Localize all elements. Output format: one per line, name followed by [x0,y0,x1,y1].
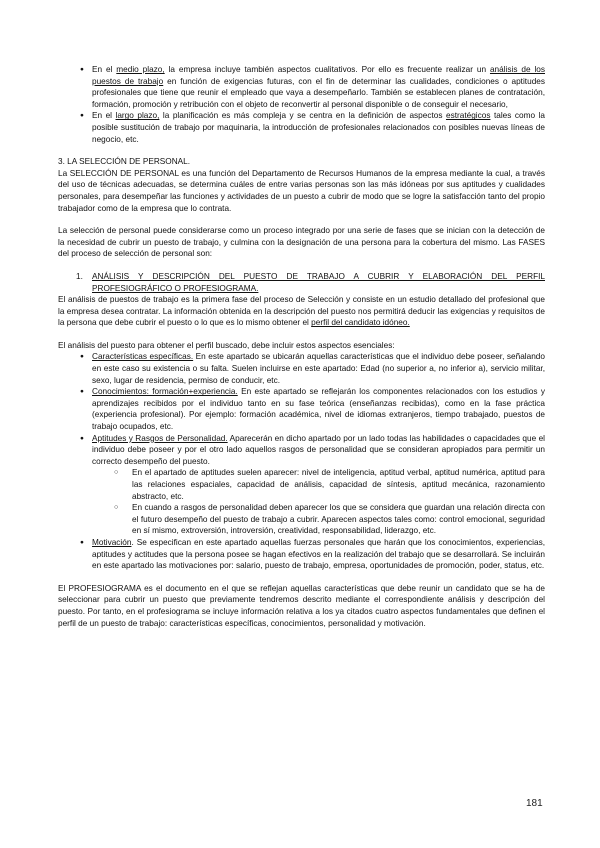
phase-1-heading [58,271,545,294]
bullet-medio-plazo [58,64,545,110]
aspect-term: Conocimientos: formación+experiencia. [92,387,238,397]
aspect-term: Motivación [92,537,132,547]
paragraph-text: El análisis de puestos de trabajo es la primera fase del proceso de Selección y consiste en un estudio detallado del profesional que la empresa desea contratar. La información obtenida en la descripción del puesto nos permitirá deducir las exigencias y requisitos de la persona que debe cubrir el puesto o lo que es lo mismo obtener el [58,295,545,328]
page-number: 181 [526,798,543,809]
aspect-caracteristicas [58,351,545,386]
aspect-text: . Se especifican en este apartado aquellas fuerzas personales que harán que los conocimientos, experiencias, aptitudes y actitudes que la persona posee se hagan efectivos en la realización del trabajo que se desarrollará. Se incluirán en este apartado las motivaciones por: salario, puesto de trabajo, empresa, oportunidades de promoción, poder, status, etc. [92,537,545,571]
bullet-text: En el [92,65,117,74]
bullet-largo-plazo [58,110,545,145]
paragraph-fases: La selección de personal puede considerarse como un proceso integrado por una serie de fases que se inician con la detección de la necesidad de cubrir un puesto de trabajo, y culmina con la designación de una persona para la cobertura del mismo. Las FASES del proceso de selección de personal son: [58,226,545,259]
bullet-text: en función de exigencias futuras, con el fin de determinar las cualidades, condiciones o aptitudes profesionales que tiene que reunir el empleado que vaya a desempeñarlo. También se establecen planes de contratación, formación, promoción y retribución con el objeto de reconvertir al personal disponible o de conseguir el necesario, [92,76,545,109]
section-heading: 3. LA SELECCIÓN DE PERSONAL. [58,157,191,167]
intro-bullet-list [58,64,545,145]
bullet-text: la planificación es más compleja y se centra en la definición de aspectos [159,111,446,121]
paragraph-aspectos: El análisis del puesto para obtener el perfil buscado, debe incluir estos aspectos esenciales: [58,340,395,350]
underlined-term: largo plazo, [115,111,160,121]
aspect-term: Aptitudes y Rasgos de Personalidad. [92,433,228,443]
bullet-text: la empresa incluye también aspectos cualitativos. Por ello es frecuente realizar un [164,65,490,74]
aspect-motivacion [58,537,545,572]
underlined-term: análisis de los puestos de trabajo [92,65,545,86]
aspect-conocimientos [58,386,545,432]
phase-title: ANÁLISIS Y DESCRIPCIÓN DEL PUESTO DE TRABAJO A CUBRIR Y ELABORACIÓN DEL PERFIL PROFESIOGRÁFICO O PROFESIOGRAMA. [92,271,545,293]
aspect-text: Aparecerán en dicho apartado por un lado todas las habilidades o capacidades que el individuo debe poseer y por el otro lado aquellos rasgos de personalidad que se consideran apropiados para permitir un correcto desempeño del puesto. [92,433,545,466]
underlined-term: medio plazo, [116,65,165,74]
aspects-list [58,351,545,571]
paragraph-seleccion: La SELECCIÓN DE PERSONAL es una función del Departamento de Recursos Humanos de la empresa mediante la cual, a través del uso de técnicas adecuadas, se determina cuáles de entre varias personas son las más idóneas por sus aptitudes y cualidades personales, para desempeñar las funciones y actividades de un puesto a cubrir de modo que se logre la satisfacción tanto del propio trabajador como de la empresa que lo contrata. [58,168,545,213]
paragraph-profesiograma: El PROFESIOGRAMA es el documento en el que se reflejan aquellas características que debe reunir un candidato que se ha de seleccionar para cubrir un puesto que previamente tendremos descrito mediante el correspondiente análisis y descripción del puesto. Por tanto, en el profesiograma se incluye información relativa a los ya citados cuatro aspectos fundamentales que definen el perfil de un puesto de trabajo: características específicas, conocimientos, personalidad y motivación. [58,583,545,628]
sub-item-personalidad: ○ En cuando a rasgos de personalidad deben aparecer los que se considera que guardan una relación directa con el futuro desempeño del puesto de trabajo a cubrir. Aparecen aspectos tales como: control emocional, seguridad en sí mismo, extroversión, introversión, creatividad, responsabilidad, liderazgo, etc. [58,502,545,537]
paragraph-analisis [58,294,545,329]
sub-item-aptitudes: ○ En el apartado de aptitudes suelen aparecer: nivel de inteligencia, aptitud verbal, aptitud numérica, aptitud para las relaciones espaciales, capacidad de análisis, capacidad de síntesis, aptitud mecánica, razonamiento abstracto, etc. [58,467,545,502]
aspect-aptitudes [58,433,545,537]
aptitudes-sublist [92,467,545,537]
underlined-term: perfil del candidato idóneo. [311,318,410,328]
bullet-text: tales como la posible sustitución de trabajo por maquinaria, la introducción de profesionales relacionados con posibles nuevas líneas de negocio, etc. [92,111,545,144]
aspect-text: En este apartado se reflejarán los componentes relacionados con los estudios y aprendizajes recibidos por el individuo tanto en su fase teórica (enseñanzas recibidas), como en la fase práctica (experiencia profesional). Por ejemplo: formación académica, nivel de idiomas extranjeros, tiempo trabajado, puestos de trabajo ocupados, etc. [92,387,545,432]
underlined-term: estratégicos [445,111,491,121]
aspect-text: En este apartado se ubicarán aquellas características que el individuo debe poseer, señalando en este caso su existencia o su falta. Suelen incluirse en este apartado: Edad (no superior a, no inferior a), servicio militar, sexo, lugar de residencia, permiso de conducir, etc. [92,352,545,385]
document-content [58,64,545,629]
bullet-text: En el [92,111,116,121]
phase-number: 1. [76,271,83,281]
aspect-term: Características específicas. [92,352,194,362]
